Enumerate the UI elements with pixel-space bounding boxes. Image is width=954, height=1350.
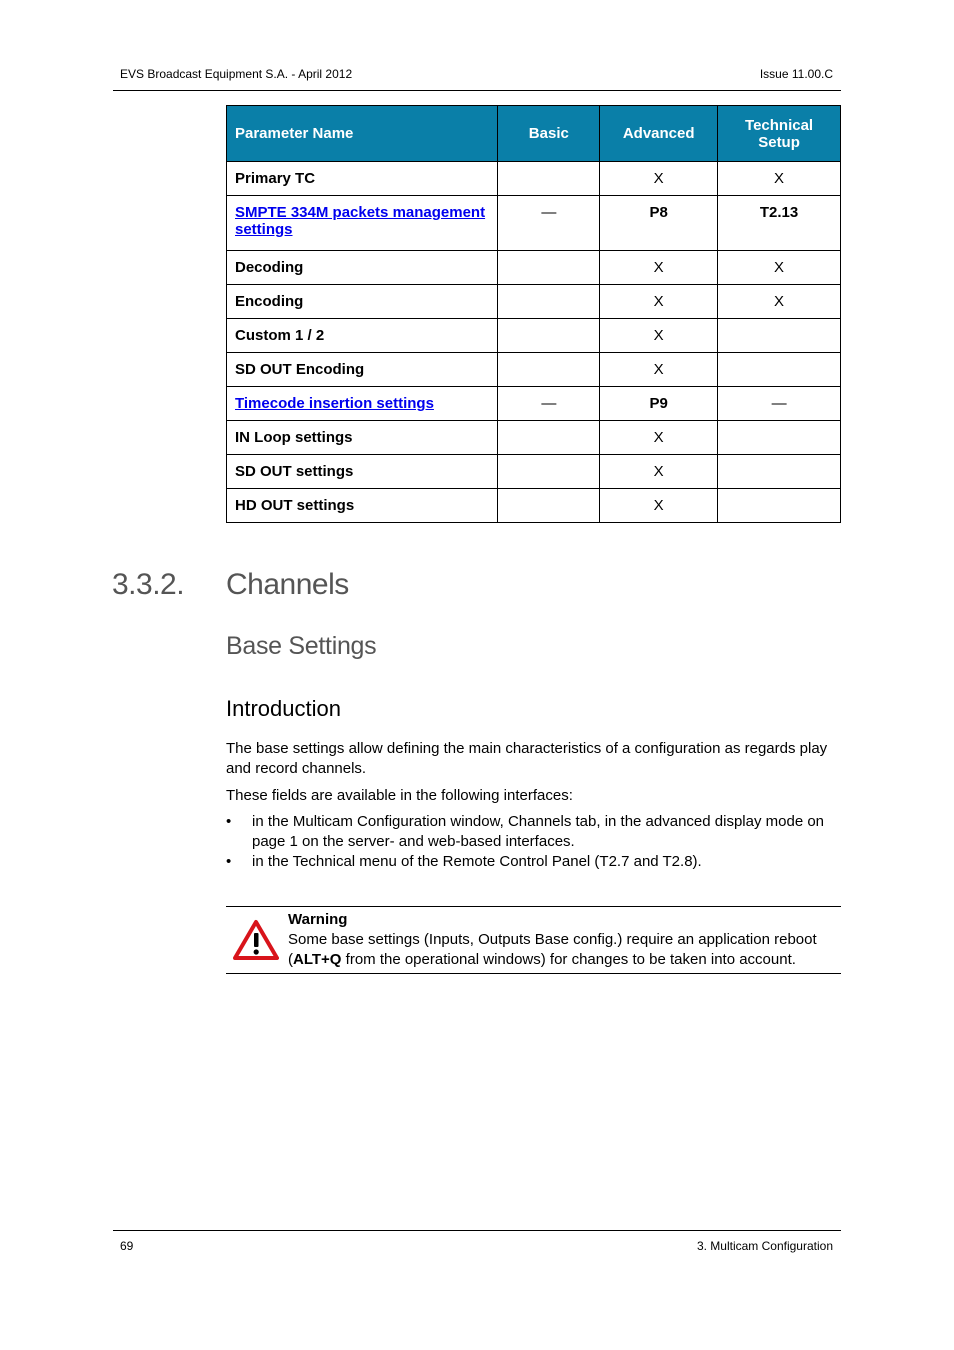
- list-item: [226, 852, 841, 872]
- intro-paragraph: The base settings allow defining the main characteristics of a configuration as regards play and record channels.: [226, 740, 828, 777]
- table-row: [227, 251, 841, 285]
- row-advanced: X: [600, 421, 718, 455]
- interfaces-paragraph: These fields are available in the following interfaces:: [226, 787, 573, 804]
- warning-box: [226, 906, 841, 974]
- warning-text-before: Some base settings (Inputs, Outputs Base config.) require an application reboot (: [288, 931, 817, 968]
- row-advanced: X: [600, 285, 718, 319]
- row-basic: —: [498, 196, 600, 251]
- page-number: 69: [120, 1239, 134, 1253]
- section-title: Channels: [226, 568, 349, 601]
- row-basic: [498, 251, 600, 285]
- row-advanced: P9: [600, 387, 718, 421]
- row-name: Decoding: [227, 251, 498, 285]
- page-footer: [113, 1230, 841, 1255]
- table-row: [227, 455, 841, 489]
- warning-text: [288, 930, 838, 970]
- row-basic: [498, 489, 600, 523]
- row-advanced: X: [600, 251, 718, 285]
- row-advanced: X: [600, 489, 718, 523]
- list-item-text: in the Multicam Configuration window, Channels tab, in the advanced display mode on page 1 on the server- and web-based interfaces.: [252, 813, 825, 850]
- column-header-parameter-name: Parameter Name: [227, 106, 498, 162]
- row-name-cell: [227, 196, 498, 251]
- row-technical: [718, 353, 841, 387]
- row-advanced: X: [600, 319, 718, 353]
- bullet-marker: •: [226, 853, 232, 870]
- row-basic: [498, 319, 600, 353]
- row-technical: [718, 489, 841, 523]
- warning-title: Warning: [288, 911, 348, 928]
- row-name: IN Loop settings: [227, 421, 498, 455]
- row-basic: [498, 455, 600, 489]
- table-row: [227, 387, 841, 421]
- table-header-row: [227, 106, 841, 162]
- row-basic: [498, 353, 600, 387]
- list-item: [226, 812, 841, 852]
- row-name-cell: [227, 387, 498, 421]
- warning-triangle-icon: [233, 919, 279, 961]
- row-technical: [718, 421, 841, 455]
- row-advanced: P8: [600, 196, 718, 251]
- row-advanced: X: [600, 353, 718, 387]
- row-name: HD OUT settings: [227, 489, 498, 523]
- page-header: [113, 64, 841, 91]
- table-row: [227, 319, 841, 353]
- parameter-table: [226, 105, 841, 523]
- row-name: Custom 1 / 2: [227, 319, 498, 353]
- table-row: [227, 421, 841, 455]
- bullet-marker: •: [226, 813, 232, 830]
- column-header-basic: Basic: [498, 106, 600, 162]
- table-row: [227, 196, 841, 251]
- row-technical: [718, 455, 841, 489]
- row-basic: —: [498, 387, 600, 421]
- smpte-settings-link[interactable]: SMPTE 334M packets management settings: [235, 204, 486, 238]
- timecode-insertion-link[interactable]: Timecode insertion settings: [235, 395, 434, 412]
- table-row: [227, 162, 841, 196]
- table-row: [227, 353, 841, 387]
- row-technical: —: [718, 387, 841, 421]
- row-name: Encoding: [227, 285, 498, 319]
- header-issue: Issue 11.00.C: [759, 67, 833, 81]
- row-basic: [498, 162, 600, 196]
- table-row: [227, 285, 841, 319]
- row-name: SD OUT Encoding: [227, 353, 498, 387]
- column-header-advanced: Advanced: [600, 106, 718, 162]
- row-advanced: X: [600, 455, 718, 489]
- row-technical: T2.13: [718, 196, 841, 251]
- subsection-heading: Base Settings: [226, 632, 377, 660]
- row-basic: [498, 285, 600, 319]
- row-technical: [718, 319, 841, 353]
- row-name: Primary TC: [227, 162, 498, 196]
- list-item-text: in the Technical menu of the Remote Control Panel (T2.7 and T2.8).: [252, 853, 702, 870]
- warning-text-after: from the operational windows) for changes to be taken into account.: [341, 951, 796, 968]
- interfaces-list: [226, 812, 841, 872]
- subsubsection-heading: Introduction: [226, 696, 341, 721]
- row-technical: X: [718, 251, 841, 285]
- row-advanced: X: [600, 162, 718, 196]
- table-row: [227, 489, 841, 523]
- column-header-technical-setup: Technical Setup: [718, 106, 841, 162]
- row-name: SD OUT settings: [227, 455, 498, 489]
- chapter-name: 3. Multicam Configuration: [696, 1239, 833, 1253]
- row-basic: [498, 421, 600, 455]
- row-technical: X: [718, 162, 841, 196]
- header-publisher: EVS Broadcast Equipment S.A. - April 2012: [120, 67, 353, 81]
- warning-shortcut: ALT+Q: [293, 951, 342, 968]
- section-number: 3.3.2.: [112, 568, 185, 601]
- row-technical: X: [718, 285, 841, 319]
